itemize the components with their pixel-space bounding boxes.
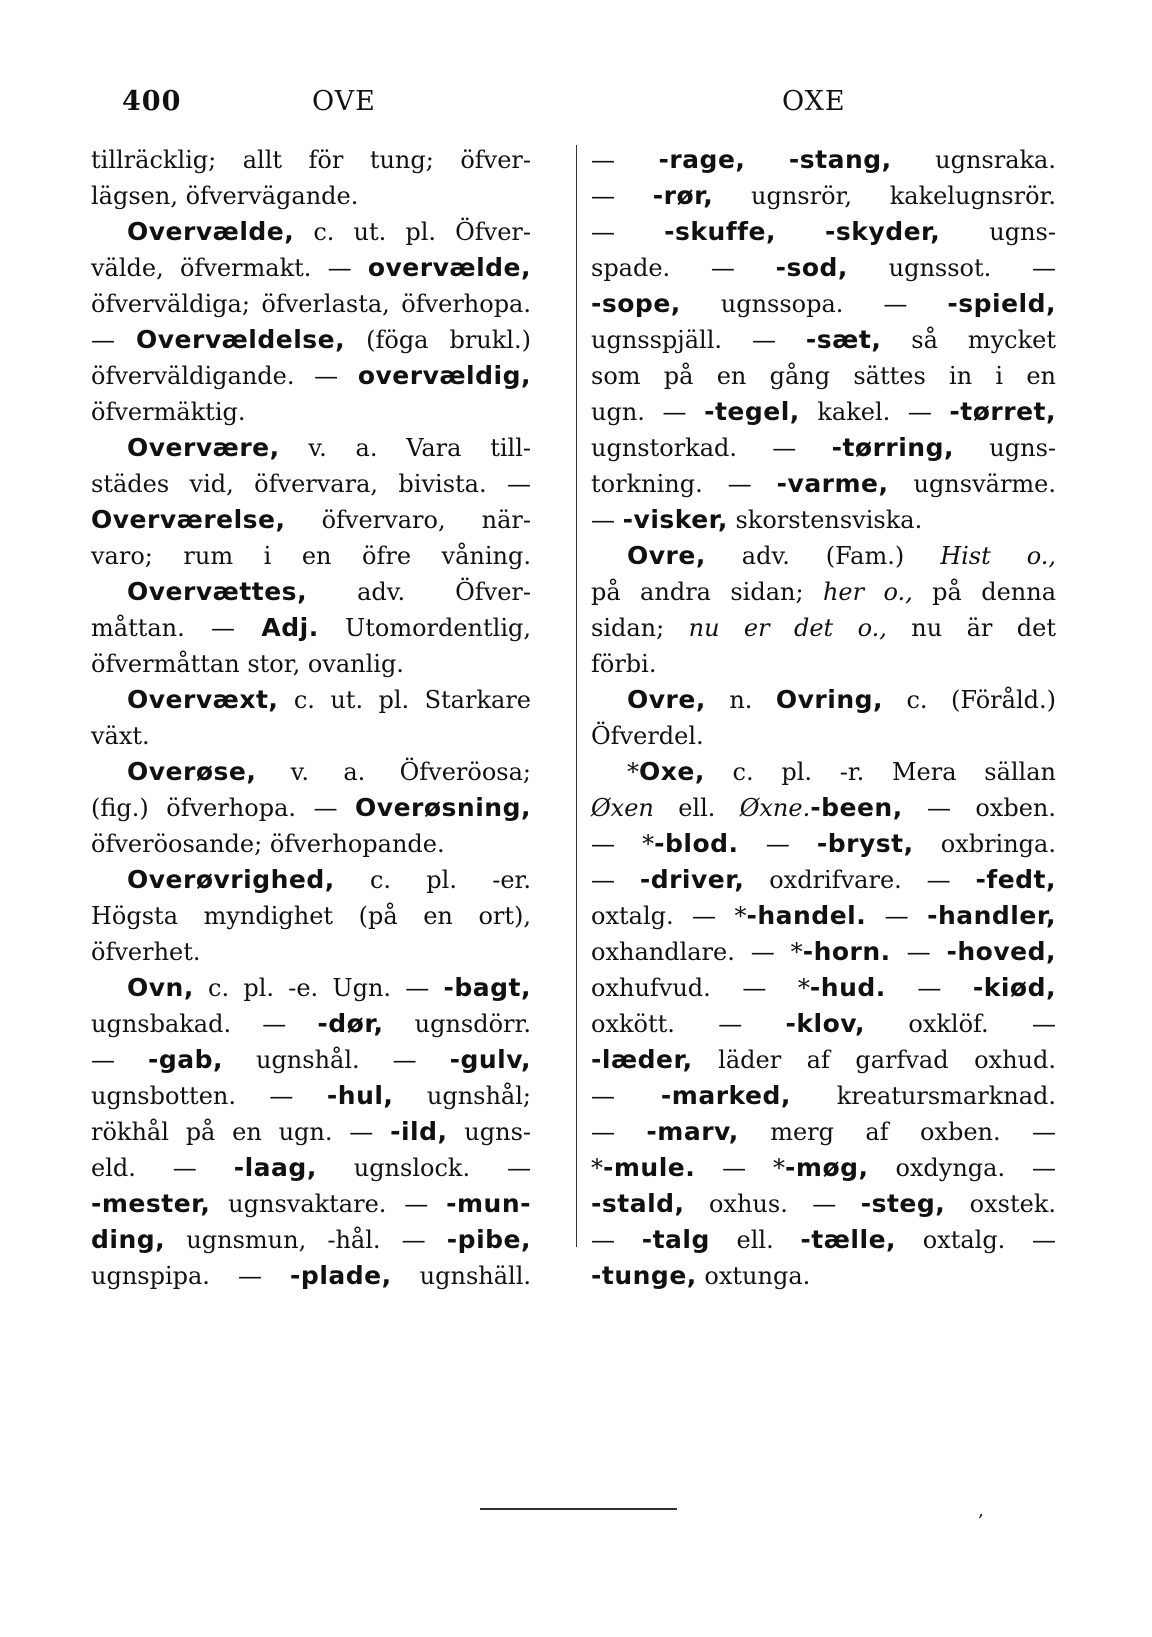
headword: -mester, — [91, 1189, 211, 1218]
dictionary-line — [91, 682, 531, 718]
right-guide-word: OXE — [782, 86, 846, 117]
entry-text: ell. — [709, 1226, 801, 1254]
headword: overvælde, — [367, 253, 531, 282]
entry-text: oxklöf. — — [865, 1010, 1056, 1038]
dictionary-line — [91, 898, 531, 934]
entry-text: ugnssot. — — [847, 254, 1056, 282]
headword: -visker, — [622, 505, 728, 534]
entry-text: c. pl. -r. Mera sällan — [704, 758, 1056, 786]
entry-text — [745, 146, 788, 174]
entry-text: ugns- — [954, 434, 1056, 462]
entry-text: * — [627, 758, 639, 786]
entry-text: — — [591, 866, 640, 894]
headword: Overøsning, — [355, 793, 531, 822]
entry-text: ugnsdörr. — [383, 1010, 531, 1038]
entry-text: (fig.) öfverhopa. — — [91, 794, 356, 822]
headword: overvældig, — [357, 361, 531, 390]
entry-text: på denna — [912, 578, 1056, 606]
dictionary-line — [591, 466, 1056, 502]
entry-text: lägsen, öfvervägande. — [91, 182, 359, 210]
entry-text: ugnsraka. — [891, 146, 1056, 174]
left-guide-word: OVE — [312, 86, 376, 117]
entry-text: — — [91, 1046, 148, 1074]
dictionary-line — [591, 826, 1056, 862]
dictionary-line — [91, 826, 531, 862]
entry-text: ell. — [653, 794, 740, 822]
entry-text: sidan; — [591, 614, 689, 642]
dictionary-line — [91, 1222, 531, 1258]
dictionary-line — [91, 322, 531, 358]
dictionary-line — [591, 1186, 1056, 1222]
headword: -driver, — [639, 865, 745, 894]
italic-text: Øxne. — [739, 794, 811, 822]
dictionary-line — [91, 214, 531, 250]
dictionary-line — [91, 934, 531, 970]
entry-text: oxhus. — — [684, 1190, 861, 1218]
headword: Overvælde, — [127, 217, 295, 246]
entry-text: — — [91, 326, 136, 354]
entry-text: ugns- — [940, 218, 1056, 246]
dictionary-line — [591, 1150, 1056, 1186]
entry-text: — — [591, 218, 665, 246]
headword: Overvæxt, — [127, 685, 279, 714]
entry-text: förbi. — [591, 650, 657, 678]
entry-text: öfvermåttan stor, ovanlig. — [91, 650, 404, 678]
entry-text: öfveröosande; öfverhopande. — [91, 830, 445, 858]
entry-text: ugnsrör, kakelugnsrör. — [713, 182, 1056, 210]
headword: -varme, — [776, 469, 889, 498]
dictionary-line — [91, 1006, 531, 1042]
headword: -klov, — [785, 1009, 866, 1038]
dictionary-line — [91, 970, 531, 1006]
dictionary-line — [591, 682, 1056, 718]
entry-text: — — [902, 794, 976, 822]
entry-text: c. pl. -er. — [334, 866, 531, 894]
entry-text: v. a. Vara till- — [279, 434, 531, 462]
dictionary-line — [91, 466, 531, 502]
entry-text: ugns- — [447, 1118, 531, 1146]
dictionary-line — [91, 862, 531, 898]
headword: -hoved, — [946, 937, 1056, 966]
headword: -marked, — [660, 1081, 791, 1110]
dictionary-line — [91, 178, 531, 214]
headword: -sod, — [775, 253, 848, 282]
entry-text: oxstek. — [945, 1190, 1056, 1218]
headword: Overvældelse, — [135, 325, 346, 354]
entry-text: öfvervaro, när- — [285, 506, 531, 534]
headword: -læder, — [591, 1045, 693, 1074]
entry-text: nu är det — [886, 614, 1056, 642]
entry-text: oxhufvud. — * — [591, 974, 810, 1002]
headword: -bagt, — [443, 973, 531, 1002]
dictionary-line — [591, 286, 1056, 322]
page-number: 400 — [122, 86, 182, 117]
entry-text: öfverväldiga; öfverlasta, öfverhopa. — [91, 290, 531, 318]
headword: -handel. — [746, 901, 867, 930]
entry-text: skorstensviska. — [727, 506, 923, 534]
entry-text: öfvermäktig. — [91, 398, 246, 426]
dictionary-line — [591, 898, 1056, 934]
dictionary-line — [91, 1042, 531, 1078]
headword: -fedt, — [975, 865, 1056, 894]
entry-text: rökhål på en ugn. — — [91, 1118, 391, 1146]
dictionary-line — [91, 1258, 531, 1294]
entry-text: — — [591, 146, 659, 174]
entry-text: städes vid, öfvervara, bivista. — — [91, 470, 531, 498]
entry-text: c. ut. pl. Starkare — [278, 686, 531, 714]
headword: -blod. — [654, 829, 739, 858]
headword: Adj. — [261, 613, 319, 642]
entry-text: tillräcklig; allt för tung; öfver- — [91, 146, 531, 174]
entry-text: Högsta myndighet (på en ort), — [91, 902, 531, 930]
dictionary-line — [91, 502, 531, 538]
dictionary-line — [591, 430, 1056, 466]
headword: -sæt, — [805, 325, 882, 354]
dictionary-line — [591, 358, 1056, 394]
entry-text: oxtalg. — — [896, 1226, 1056, 1254]
entry-text: Utomordentlig, — [318, 614, 532, 642]
entry-text: läder af garfvad oxhud. — [692, 1046, 1056, 1074]
entry-text: ugnsmun, -hål. — — [165, 1226, 447, 1254]
headword: -tørret, — [949, 397, 1056, 426]
entry-text: ugnsvaktare. — — [210, 1190, 447, 1218]
entry-text: — — [591, 1226, 642, 1254]
entry-text: oxtunga. — [696, 1262, 811, 1290]
entry-text: ugnshål. — — [223, 1046, 450, 1074]
entry-text: adv. (Fam.) — [705, 542, 941, 570]
headword: ding, — [91, 1225, 166, 1254]
headword: -gab, — [147, 1045, 224, 1074]
entry-text: som på en gång sättes in i en — [591, 362, 1056, 390]
left-column — [91, 142, 531, 1294]
entry-text: spade. — — [591, 254, 776, 282]
headword: -talg — [641, 1225, 710, 1254]
headword: Overværelse, — [91, 505, 286, 534]
headword: -kiød, — [972, 973, 1056, 1002]
entry-text: ugn. — — [591, 398, 705, 426]
headword: -tælle, — [800, 1225, 897, 1254]
dictionary-line — [91, 1186, 531, 1222]
entry-text: — — [890, 938, 947, 966]
headword: Ovring, — [775, 685, 884, 714]
headword: -dør, — [317, 1009, 384, 1038]
dictionary-line — [591, 538, 1056, 574]
dictionary-line — [91, 250, 531, 286]
entry-text: v. a. Öfveröosa; — [256, 758, 531, 786]
headword: -sope, — [591, 289, 681, 318]
headword: -spield, — [947, 289, 1056, 318]
dictionary-line — [91, 538, 531, 574]
headword: -mule. — [603, 1153, 696, 1182]
entry-text — [776, 218, 825, 246]
dictionary-line — [91, 358, 531, 394]
dictionary-line — [91, 142, 531, 178]
entry-text: merg af oxben. — — [738, 1118, 1056, 1146]
headword: -rage, — [658, 145, 746, 174]
entry-text: oxdynga. — — [868, 1154, 1056, 1182]
dictionary-line — [591, 1114, 1056, 1150]
headword: -skyder, — [825, 217, 941, 246]
italic-text: Hist o., — [940, 542, 1056, 570]
headword: Ovn, — [127, 973, 194, 1002]
entry-text: växt. — [91, 722, 150, 750]
dictionary-line — [591, 250, 1056, 286]
entry-text: ugnsvärme. — [888, 470, 1057, 498]
entry-text: på andra sidan; — [591, 578, 823, 606]
dictionary-line — [591, 1078, 1056, 1114]
headword: -handler, — [927, 901, 1056, 930]
entry-text: — — [591, 182, 653, 210]
entry-text: ugnssopa. — — [680, 290, 948, 318]
page-header — [0, 86, 1152, 126]
entry-text: oxkött. — — [591, 1010, 786, 1038]
headword: -mun- — [446, 1189, 531, 1218]
dictionary-line — [91, 754, 531, 790]
dictionary-line — [591, 178, 1056, 214]
headword: -hud. — [809, 973, 886, 1002]
italic-text: nu er det o., — [688, 614, 887, 642]
headword: Overøse, — [127, 757, 257, 786]
dictionary-line — [591, 934, 1056, 970]
dictionary-line — [591, 1258, 1056, 1294]
entry-text: — — [885, 974, 973, 1002]
entry-text: oxben. — [975, 794, 1056, 822]
dictionary-line — [91, 790, 531, 826]
headword: -hul, — [326, 1081, 394, 1110]
entry-text: kakel. — — [799, 398, 950, 426]
entry-text: ugnspipa. — — [91, 1262, 291, 1290]
dictionary-line — [591, 1006, 1056, 1042]
dictionary-line — [591, 502, 1056, 538]
entry-text: välde, öfvermakt. — — [91, 254, 368, 282]
headword: Ovre, — [627, 685, 706, 714]
headword: -rør, — [652, 181, 714, 210]
dictionary-line — [591, 142, 1056, 178]
footer-rule — [480, 1508, 677, 1510]
entry-text: — — [591, 506, 623, 534]
headword: -tunge, — [591, 1261, 697, 1290]
entry-text: oxhandlare. — * — [591, 938, 803, 966]
entry-text: c. (Föråld.) — [883, 686, 1056, 714]
dictionary-line — [91, 646, 531, 682]
dictionary-line — [591, 718, 1056, 754]
dictionary-line — [91, 1150, 531, 1186]
headword: Overvættes, — [127, 577, 308, 606]
entry-text: — — [591, 1082, 661, 1110]
dictionary-line — [591, 970, 1056, 1006]
dictionary-line — [591, 1042, 1056, 1078]
entry-text: oxbringa. — [913, 830, 1056, 858]
entry-text: ugnstorkad. — — [591, 434, 832, 462]
entry-text: så mycket — [881, 326, 1057, 354]
entry-text: — * — [591, 830, 655, 858]
footer-mark: ‚ — [978, 1500, 984, 1521]
headword: Overvære, — [127, 433, 280, 462]
headword: -stang, — [788, 145, 892, 174]
headword: -pibe, — [446, 1225, 531, 1254]
entry-text: — — [866, 902, 928, 930]
headword: -møg, — [785, 1153, 869, 1182]
entry-text: varo; rum i en öfre våning. — [91, 542, 531, 570]
entry-text: ugnsbakad. — — [91, 1010, 318, 1038]
entry-text: oxtalg. — * — [591, 902, 747, 930]
entry-text: eld. — — [91, 1154, 234, 1182]
headword: -tørring, — [831, 433, 954, 462]
dictionary-line — [591, 790, 1056, 826]
entry-text: ugnsspjäll. — — [591, 326, 806, 354]
entry-text: (föga brukl.) — [345, 326, 531, 354]
entry-text: ugnshål; — [393, 1082, 532, 1110]
headword: -plade, — [290, 1261, 392, 1290]
entry-text: kreatursmarknad. — [790, 1082, 1056, 1110]
headword: Oxe, — [639, 757, 705, 786]
dictionary-line — [591, 646, 1056, 682]
entry-text: Öfverdel. — [591, 722, 704, 750]
column-divider — [576, 145, 577, 1247]
dictionary-line — [591, 322, 1056, 358]
dictionary-line — [91, 430, 531, 466]
dictionary-line — [91, 718, 531, 754]
entry-text: oxdrifvare. — — [744, 866, 976, 894]
dictionary-line — [91, 610, 531, 646]
entry-text: * — [591, 1154, 603, 1182]
dictionary-line — [91, 286, 531, 322]
dictionary-line — [591, 394, 1056, 430]
headword: -stald, — [591, 1189, 685, 1218]
entry-text: c. pl. -e. Ugn. — — [193, 974, 444, 1002]
entry-text: n. — [705, 686, 776, 714]
headword: -gulv, — [449, 1045, 531, 1074]
right-column — [591, 142, 1056, 1294]
headword: Overøvrighed, — [127, 865, 335, 894]
headword: Ovre, — [627, 541, 706, 570]
italic-text: Øxen — [591, 794, 654, 822]
dictionary-line — [591, 1222, 1056, 1258]
entry-text: öfverväldigande. — — [91, 362, 358, 390]
dictionary-line — [91, 1078, 531, 1114]
headword: -been, — [810, 793, 903, 822]
headword: -steg, — [860, 1189, 946, 1218]
entry-text: ugnslock. — — [316, 1154, 531, 1182]
entry-text: ugnshäll. — [391, 1262, 531, 1290]
dictionary-line — [91, 574, 531, 610]
headword: -marv, — [646, 1117, 739, 1146]
entry-text: — * — [695, 1154, 786, 1182]
dictionary-line — [91, 394, 531, 430]
headword: -laag, — [233, 1153, 317, 1182]
headword: -bryst, — [816, 829, 914, 858]
headword: -skuffe, — [664, 217, 776, 246]
entry-text: — — [591, 1118, 647, 1146]
entry-text: c. ut. pl. Öfver- — [294, 218, 531, 246]
entry-text: ugnsbotten. — — [91, 1082, 327, 1110]
entry-text: — — [738, 830, 817, 858]
dictionary-line — [591, 862, 1056, 898]
dictionary-line — [591, 610, 1056, 646]
italic-text: her o., — [822, 578, 913, 606]
dictionary-line — [91, 1114, 531, 1150]
dictionary-line — [591, 574, 1056, 610]
entry-text: adv. Öfver- — [307, 578, 531, 606]
headword: -horn. — [802, 937, 891, 966]
headword: -ild, — [390, 1117, 448, 1146]
entry-text: öfverhet. — [91, 938, 201, 966]
dictionary-line — [591, 754, 1056, 790]
entry-text: torkning. — — [591, 470, 777, 498]
headword: -tegel, — [704, 397, 800, 426]
dictionary-line — [591, 214, 1056, 250]
entry-text: måttan. — — [91, 614, 262, 642]
